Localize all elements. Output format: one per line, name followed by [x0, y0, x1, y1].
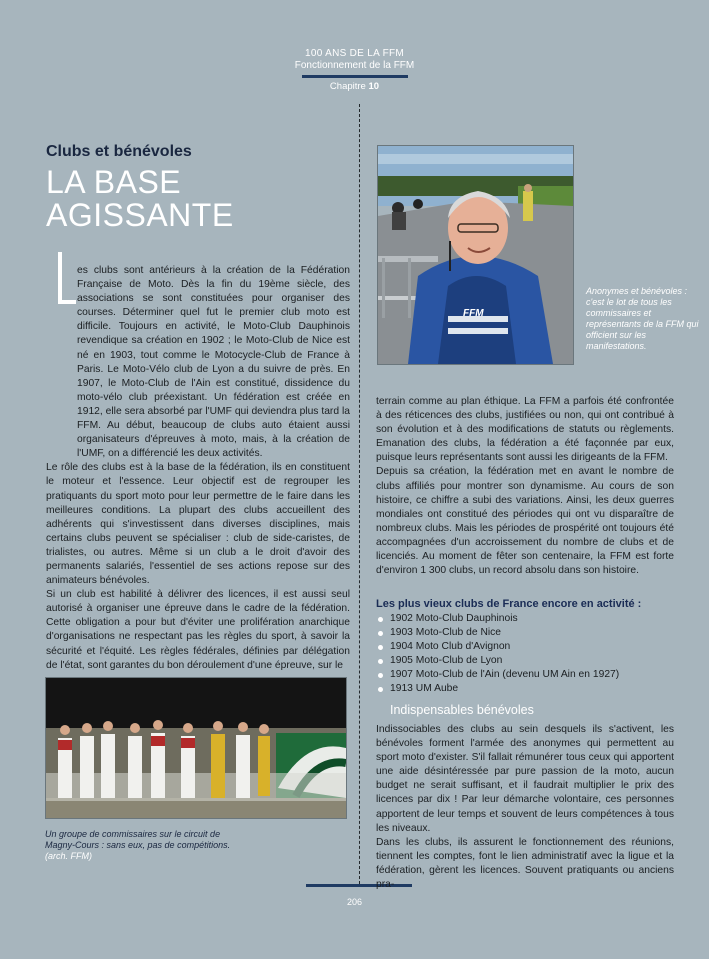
article-title-line-2: AGISSANTE	[46, 197, 234, 233]
right-paragraph-1: terrain comme au plan éthique. La FFM a parfois été confrontée à des réticences des clubs, justifiées ou non, qui ont contribué à son évolution et à des modifications de statuts ou règlements. Emanation des clubs, la fédération a été façonnée par eux, puisque leurs représentants sont aussi les dirigeants de la FFM.	[376, 396, 674, 464]
column-divider	[359, 104, 360, 884]
benevoles-paragraph-2: Dans les clubs, ils assurent le fonctionnement des réunions, tiennent les comptes, font le lien administratif avec la ligue et la fédération, gèrent les licences. Souvent pratiquants ou anciens pra-	[376, 836, 674, 891]
photo-caption-right: Anonymes et bénévoles : c'est le lot de tous les commissaires et représentants de la FFM qui officient sur les manifestations.	[586, 286, 699, 351]
svg-text:FFM: FFM	[463, 308, 484, 319]
chapter-number: 10	[368, 81, 380, 92]
photo-credit: (arch. FFM)	[45, 851, 92, 861]
bullet-icon	[378, 645, 383, 650]
chapter-label: Chapitre	[329, 81, 366, 92]
header-rule	[302, 75, 408, 78]
list-item: 1903 Moto-Club de Nice	[378, 626, 619, 640]
body-paragraph-2: Le rôle des clubs est à la base de la fédération, ils en constituent le moteur et l'essence. Leur objectif est de regrouper les pratiquants du sport moto pour leur permettre de le faire dans les meilleures conditions. La plupart des clubs accueillent des adhérents qui s'investissent dans diverses disciplines, mais certains clubs peuvent se spécialiser : club de side-caristes, de trialistes, ou autres. Même si un club a le droit d'avoir des permanents salariés, l'essentiel de ses actions repose sur des animateurs bénévoles.	[46, 462, 350, 587]
left-column-text	[46, 264, 350, 673]
photo-commissaires-group	[45, 677, 347, 819]
benevoles-text	[376, 723, 674, 892]
lead-paragraph: es clubs sont antérieurs à la création de la Fédération Française de Moto. Dès la fin du 19ème siècle, des associations se sont constituées pour organiser des courses. Déterminer quel fut le premier club moto est difficile. Toujours en activité, le Moto-Club Dauphinois revendique sa création en 1902 ; le Moto-Club de Nice est né en 1903, tout comme le Motocycle-Club de France à Paris. Le Moto-Vélo club de Lyon a du suivre de près. En 1907, le Moto-Club de l'Ain est constitué, dissidence du moto-vélo club préexistant. Un fédération est créée en 1912, elle sera absorbé par l'UMF qui deviendra plus tard la FFM. Au début, beaucoup de clubs auto étaient aussi organisateurs d'épreuves à moto, mais, à la création de l'UMF, on a différencié les deux activités.	[77, 265, 350, 460]
header-chapter	[0, 81, 709, 92]
photo-caption-bottom-text: Un groupe de commissaires sur le circuit de Magny-Cours : sans eux, pas de compétitions.	[45, 829, 231, 850]
photo-caption-bottom	[45, 829, 245, 862]
list-item: 1904 Moto Club d'Avignon	[378, 640, 619, 654]
running-header	[0, 48, 709, 92]
oldest-clubs-list	[378, 612, 619, 697]
bullet-icon	[378, 631, 383, 636]
list-item: 1902 Moto-Club Dauphinois	[378, 612, 619, 626]
page-number: 206	[346, 897, 363, 907]
bullet-icon	[378, 617, 383, 622]
article-title	[46, 166, 234, 232]
article-kicker: Clubs et bénévoles	[46, 143, 192, 160]
header-series-title: 100 ANS DE LA FFM	[304, 48, 405, 59]
bullet-icon	[378, 673, 383, 678]
list-item: 1913 UM Aube	[378, 682, 619, 696]
bullet-icon	[378, 687, 383, 692]
bullet-icon	[378, 659, 383, 664]
right-column-text	[376, 395, 674, 578]
right-paragraph-2: Depuis sa création, la fédération met en avant le nombre de clubs affiliés pour montrer son dynamisme. Au cours de son histoire, ce chiffre a subi des variations. Ainsi, les deux guerres mondiales ont constitué des périodes qui ont vu disparaître de nombreux clubs. Mais les périodes de prospérité ont toujours été accompagnées d'un accroissement du nombre de clubs et de licenciés. Au moment de fêter son centenaire, la FFM est forte d'environ 1 300 clubs, un record absolu dans son histoire.	[376, 466, 674, 577]
body-paragraph-3: Si un club est habilité à délivrer des licences, il est aussi seul autorisé à organiser une épreuve dans le cadre de la fédération. Cette obligation a pour but d'éviter une prolifération anarchique d'organisations ne respectant pas les règles du sport, à savoir la sécurité et l'équité. Les règles fédérales, définies par délégation de l'état, sont garantes du bon déroulement d'une épreuve, sur le	[46, 589, 350, 671]
benevoles-paragraph-1: Indissociables des clubs au sein desquels ils s'activent, les bénévoles forment l'armée des anonymes qui permettent au sport moto d'exister. S'il fallait rémunérer tous ceux qui apportent une aide désintéressée par pure passion de la moto, aucun budget ne serait suffisant, et il faudrait multiplier le prix des licences par dix ! Par leur démarche volontaire, ces personnes apportent de leur temps et souvent de leurs compétences à tous les niveaux.	[376, 724, 674, 834]
list-item: 1905 Moto-Club de Lyon	[378, 654, 619, 668]
benevoles-heading: Indispensables bénévoles	[390, 703, 534, 717]
photo-commissaire-portrait	[377, 145, 574, 365]
list-item: 1907 Moto-Club de l'Ain (devenu UM Ain en 1927)	[378, 668, 619, 682]
oldest-clubs-heading: Les plus vieux clubs de France encore en activité :	[376, 598, 642, 610]
header-section-title: Fonctionnement de la FFM	[294, 60, 415, 71]
article-title-line-1: LA BASE	[46, 164, 182, 200]
